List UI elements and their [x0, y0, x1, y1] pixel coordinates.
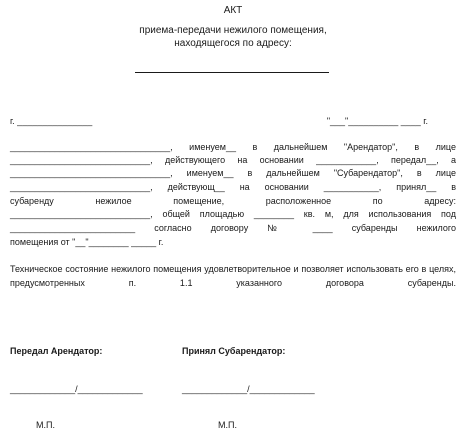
body-line: _________________________ согласно договору № ____ субаренды нежилого — [10, 223, 456, 233]
transferor-signature-line: _____________/_____________ — [10, 384, 143, 394]
body-line: ________________________________, именуем__ в дальнейшем "Арендатор", в лице — [10, 142, 456, 152]
transferor-label: Передал Арендатор: — [10, 346, 103, 356]
transferor-stamp-place: М.П. — [36, 420, 55, 430]
body-line: ____________________________, общей площадью ________ кв. м, для использования под — [10, 209, 456, 219]
recipient-label: Принял Субарендатор: — [182, 346, 286, 356]
body-line: ________________________________, именуем__ в дальнейшем "Субарендатор", в лице — [10, 168, 456, 178]
body-line: помещения от "__"________ _____ г. — [10, 237, 164, 247]
recipient-signature-line: _____________/_____________ — [182, 384, 315, 394]
condition-paragraph: Техническое состояние нежилого помещения удовлетворительное и позволяет использовать его в целях, предусмотренных п. 1.1 указанного договора субаренды. — [10, 264, 456, 288]
document-subtitle: приема-передачи нежилого помещения, — [139, 25, 327, 36]
address-blank-line — [135, 62, 329, 73]
document-title: АКТ — [223, 5, 243, 16]
city-field: г. _______________ — [10, 116, 93, 126]
recipient-stamp-place: М.П. — [218, 420, 237, 430]
document-subtitle-address: находящегося по адресу: — [174, 38, 292, 49]
body-line: ____________________________, действующ__ на основании ___________, принял__ в — [10, 182, 456, 192]
date-field: "___"__________ ____ г. — [326, 116, 428, 126]
body-line: субаренду нежилое помещение, расположенное по адресу: — [10, 196, 456, 206]
body-line: ____________________________, действующего на основании ____________, передал__, а — [10, 155, 456, 165]
